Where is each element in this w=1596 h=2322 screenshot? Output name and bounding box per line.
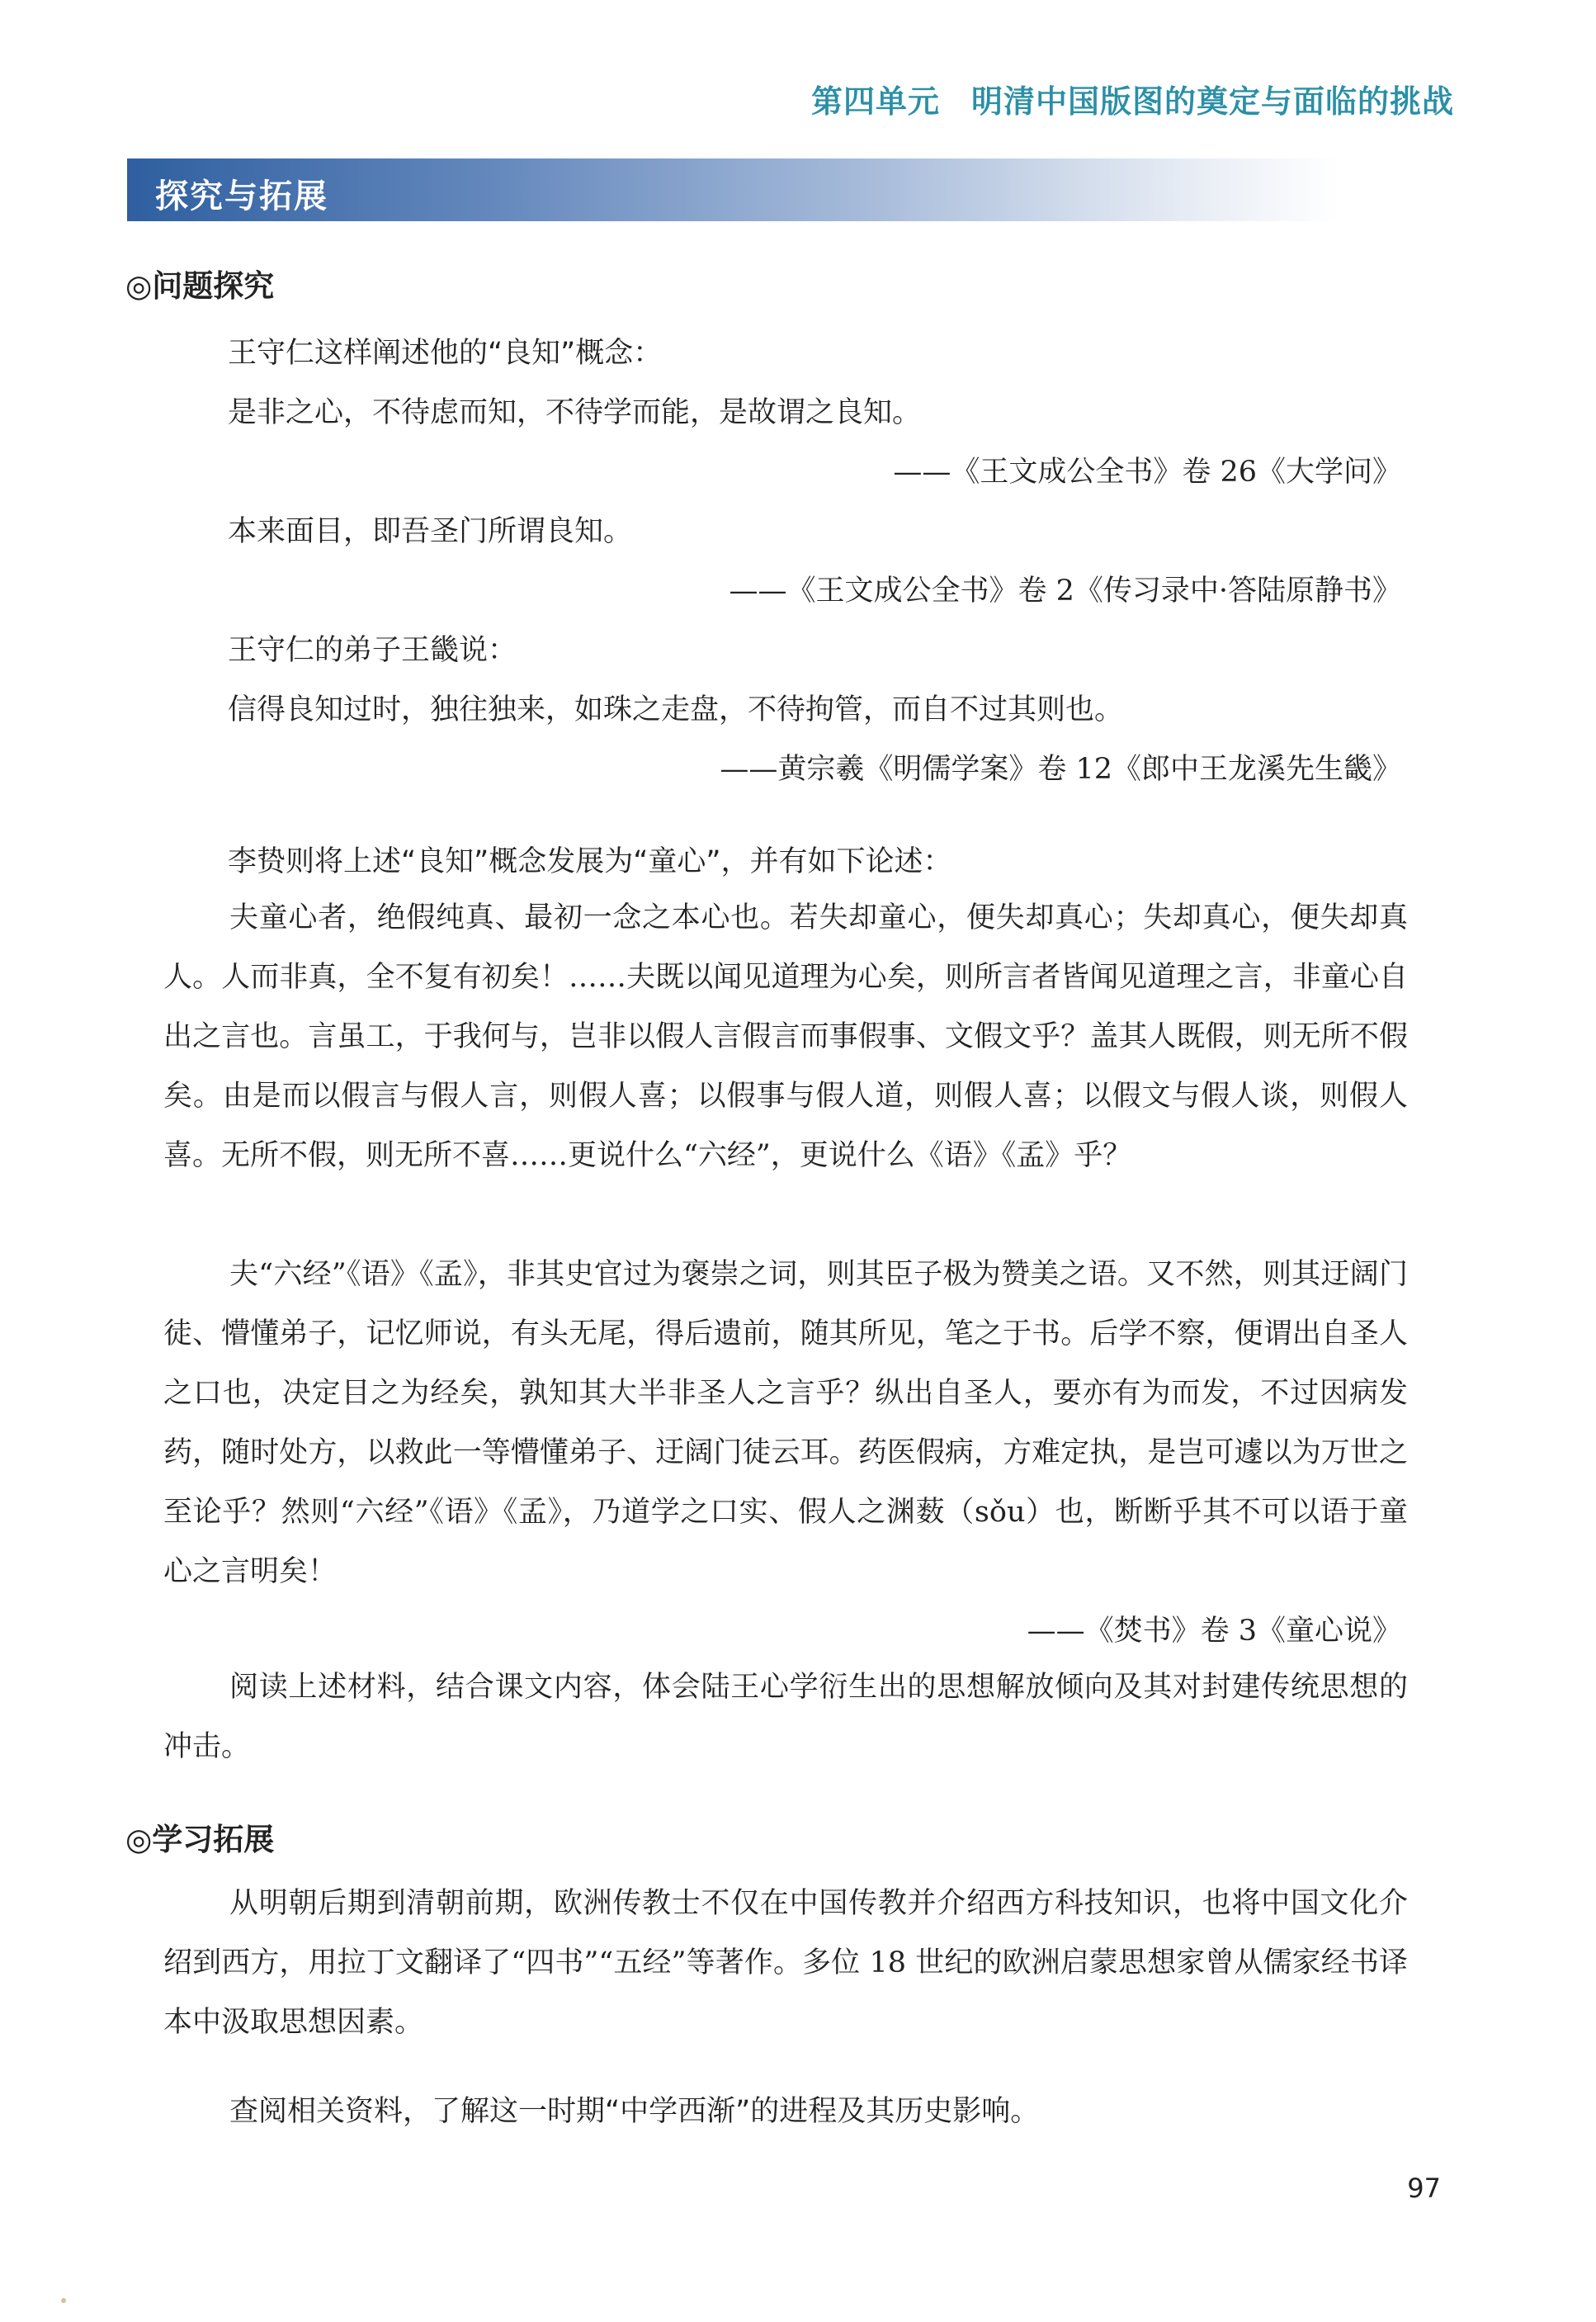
source-3: ——黄宗羲《明儒学案》卷 12《郎中王龙溪先生畿》	[720, 753, 1401, 786]
unit-title: 明清中国版图的奠定与面临的挑战	[970, 83, 1454, 120]
source-1: ——《王文成公全书》卷 26《大学问》	[893, 456, 1401, 489]
inquiry-task: 阅读上述材料，结合课文内容，体会陆王心学衍生出的思想解放倾向及其对封建传统思想的冲击。	[163, 1671, 1408, 1763]
corner-mark	[61, 2298, 66, 2303]
quote-2: 本来面目，即吾圣门所谓良知。	[228, 515, 633, 548]
extension-passage: 从明朝后期到清朝前期，欧洲传教士不仅在中国传教并介绍西方科技知识，也将中国文化介绍到西方，用拉丁文翻译了“四书”“五经”等著作。多位 18 世纪的欧洲启蒙思想家曾从儒家经书译本中汲取思想因素。	[163, 1887, 1408, 2039]
inquiry-heading: ◎问题探究	[125, 268, 275, 304]
page-number: 97	[1407, 2173, 1441, 2204]
passage-2: 夫“六经”《语》《孟》，非其史官过为褒崇之词，则其臣子极为赞美之语。又不然，则其迂阔门徒、懵懂弟子，记忆师说，有头无尾，得后遗前，随其所见，笔之于书。后学不察，便谓出自圣人之口也，决定目之为经矣，孰知其大半非圣人之言乎？纵出自圣人，要亦有为而发，不过因病发药，随时处方，以救此一等懵懂弟子、迂阔门徒云耳。药医假病，方难定执，是岂可遽以为万世之至论乎？然则“六经”《语》《孟》，乃道学之口实、假人之渊薮（sǒu）也，断断乎其不可以语于童心之言明矣！	[163, 1258, 1408, 1588]
passage-1: 夫童心者，绝假纯真、最初一念之本心也。若失却童心，便失却真心；失却真心，便失却真人。人而非真，全不复有初矣！……夫既以闻见道理为心矣，则所言者皆闻见道理之言，非童心自出之言也。言虽工，于我何与，岂非以假人言假言而事假事、文假文乎？盖其人既假，则无所不假矣。由是而以假言与假人言，则假人喜；以假事与假人道，则假人喜；以假文与假人谈，则假人喜。无所不假，则无所不喜……更说什么“六经”，更说什么《语》《孟》乎？	[163, 901, 1408, 1172]
section-banner	[127, 158, 1340, 221]
inquiry-intro-3: 李贽则将上述“良知”概念发展为“童心”，并有如下论述：	[228, 845, 952, 878]
extension-task: 查阅相关资料，了解这一时期“中学西渐”的进程及其历史影响。	[229, 2095, 1040, 2128]
source-2: ——《王文成公全书》卷 2《传习录中·答陆原静书》	[729, 575, 1401, 608]
section-title: 探究与拓展	[155, 177, 328, 215]
source-4: ——《焚书》卷 3《童心说》	[1027, 1615, 1401, 1648]
inquiry-intro-2: 王守仁的弟子王畿说：	[228, 634, 517, 667]
extension-heading: ◎学习拓展	[125, 1822, 275, 1857]
inquiry-intro-1: 王守仁这样阐述他的“良知”概念：	[228, 337, 663, 370]
quote-1: 是非之心，不待虑而知，不待学而能，是故谓之良知。	[228, 396, 922, 429]
unit-header	[811, 76, 1454, 121]
unit-label: 第四单元	[810, 83, 940, 120]
quote-3: 信得良知过时，独往独来，如珠之走盘，不待拘管，而自不过其则也。	[228, 693, 1124, 726]
